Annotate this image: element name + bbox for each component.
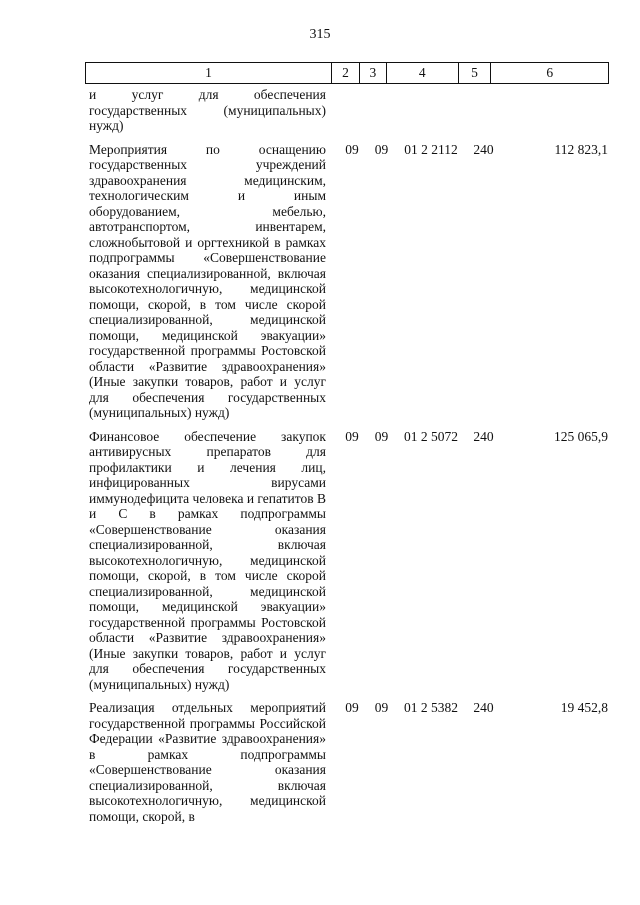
header-col-4: 4 [387, 63, 459, 83]
row-section: 09 [345, 428, 359, 444]
row-expense-type: 240 [473, 428, 494, 444]
header-col-1: 1 [86, 63, 332, 83]
header-col-6: 6 [546, 65, 554, 80]
row-expense-type: 240 [473, 700, 494, 715]
row-target-code: 01 2 5072 [404, 428, 458, 444]
page-number: 315 [309, 27, 331, 42]
row-amount: 125 065,9 [554, 428, 608, 444]
table-header [85, 62, 609, 84]
row-description: Мероприятия по оснащению государственных учреждений здравоохранения медицинским, технологическим и иным оборудованием, мебелью, автотранспортом, инвентарем, сложнобытовой и оргтехникой в рамках подпрограммы «Совершенствование оказания специализированной, включая высокотехнологичную, медицинской помощи, скорой, в том числе скорой специализированной, медицинской помощи, медицинской эвакуации» государственной программы Ростовской области «Развитие здравоохранения» (Иные закупки товаров, работ и услуг для обеспечения государственных (муниципальных) нужд) [89, 141, 326, 420]
table-row [85, 700, 609, 824]
row-expense-type: 240 [473, 141, 494, 157]
row-description: и услуг для обеспечения государственных (муниципальных) нужд) [89, 87, 326, 133]
row-subsection: 09 [374, 700, 389, 715]
table-row [85, 142, 609, 421]
table-row [85, 87, 609, 134]
header-col-2: 2 [332, 63, 360, 83]
row-target-code: 01 2 5382 [404, 700, 458, 715]
row-target-code: 01 2 2112 [404, 141, 458, 157]
row-section: 09 [345, 700, 359, 715]
row-description: Финансовое обеспечение закупок антивирусных препаратов для профилактики и лечения лиц, инфицированных вирусами иммунодефицита человека и гепатитов В и С в рамках подпрограммы «Совершенствование оказания специализированной, включая высокотехнологичную, медицинской помощи, скорой, в том числе скорой специализированной, медицинской помощи, медицинской эвакуации» государственной программы Ростовской области «Развитие здравоохранения» (Иные закупки товаров, работ и услуг для обеспечения государственных (муниципальных) нужд) [89, 428, 326, 692]
row-description: Реализация отдельных мероприятий государственной программы Российской Федерации «Развитие здравоохранения» в рамках подпрограммы «Совершенствование оказания специализированной, включая высокотехнологичную, медицинской помощи, скорой, в [89, 700, 326, 824]
table-body [85, 87, 609, 832]
row-amount: 19 452,8 [560, 700, 608, 715]
row-subsection: 09 [374, 141, 389, 157]
header-col-5: 5 [459, 63, 492, 83]
table-row [85, 429, 609, 693]
row-section: 09 [345, 141, 359, 157]
row-subsection: 09 [374, 428, 389, 444]
header-col-3: 3 [360, 63, 387, 83]
row-amount: 112 823,1 [554, 141, 608, 157]
